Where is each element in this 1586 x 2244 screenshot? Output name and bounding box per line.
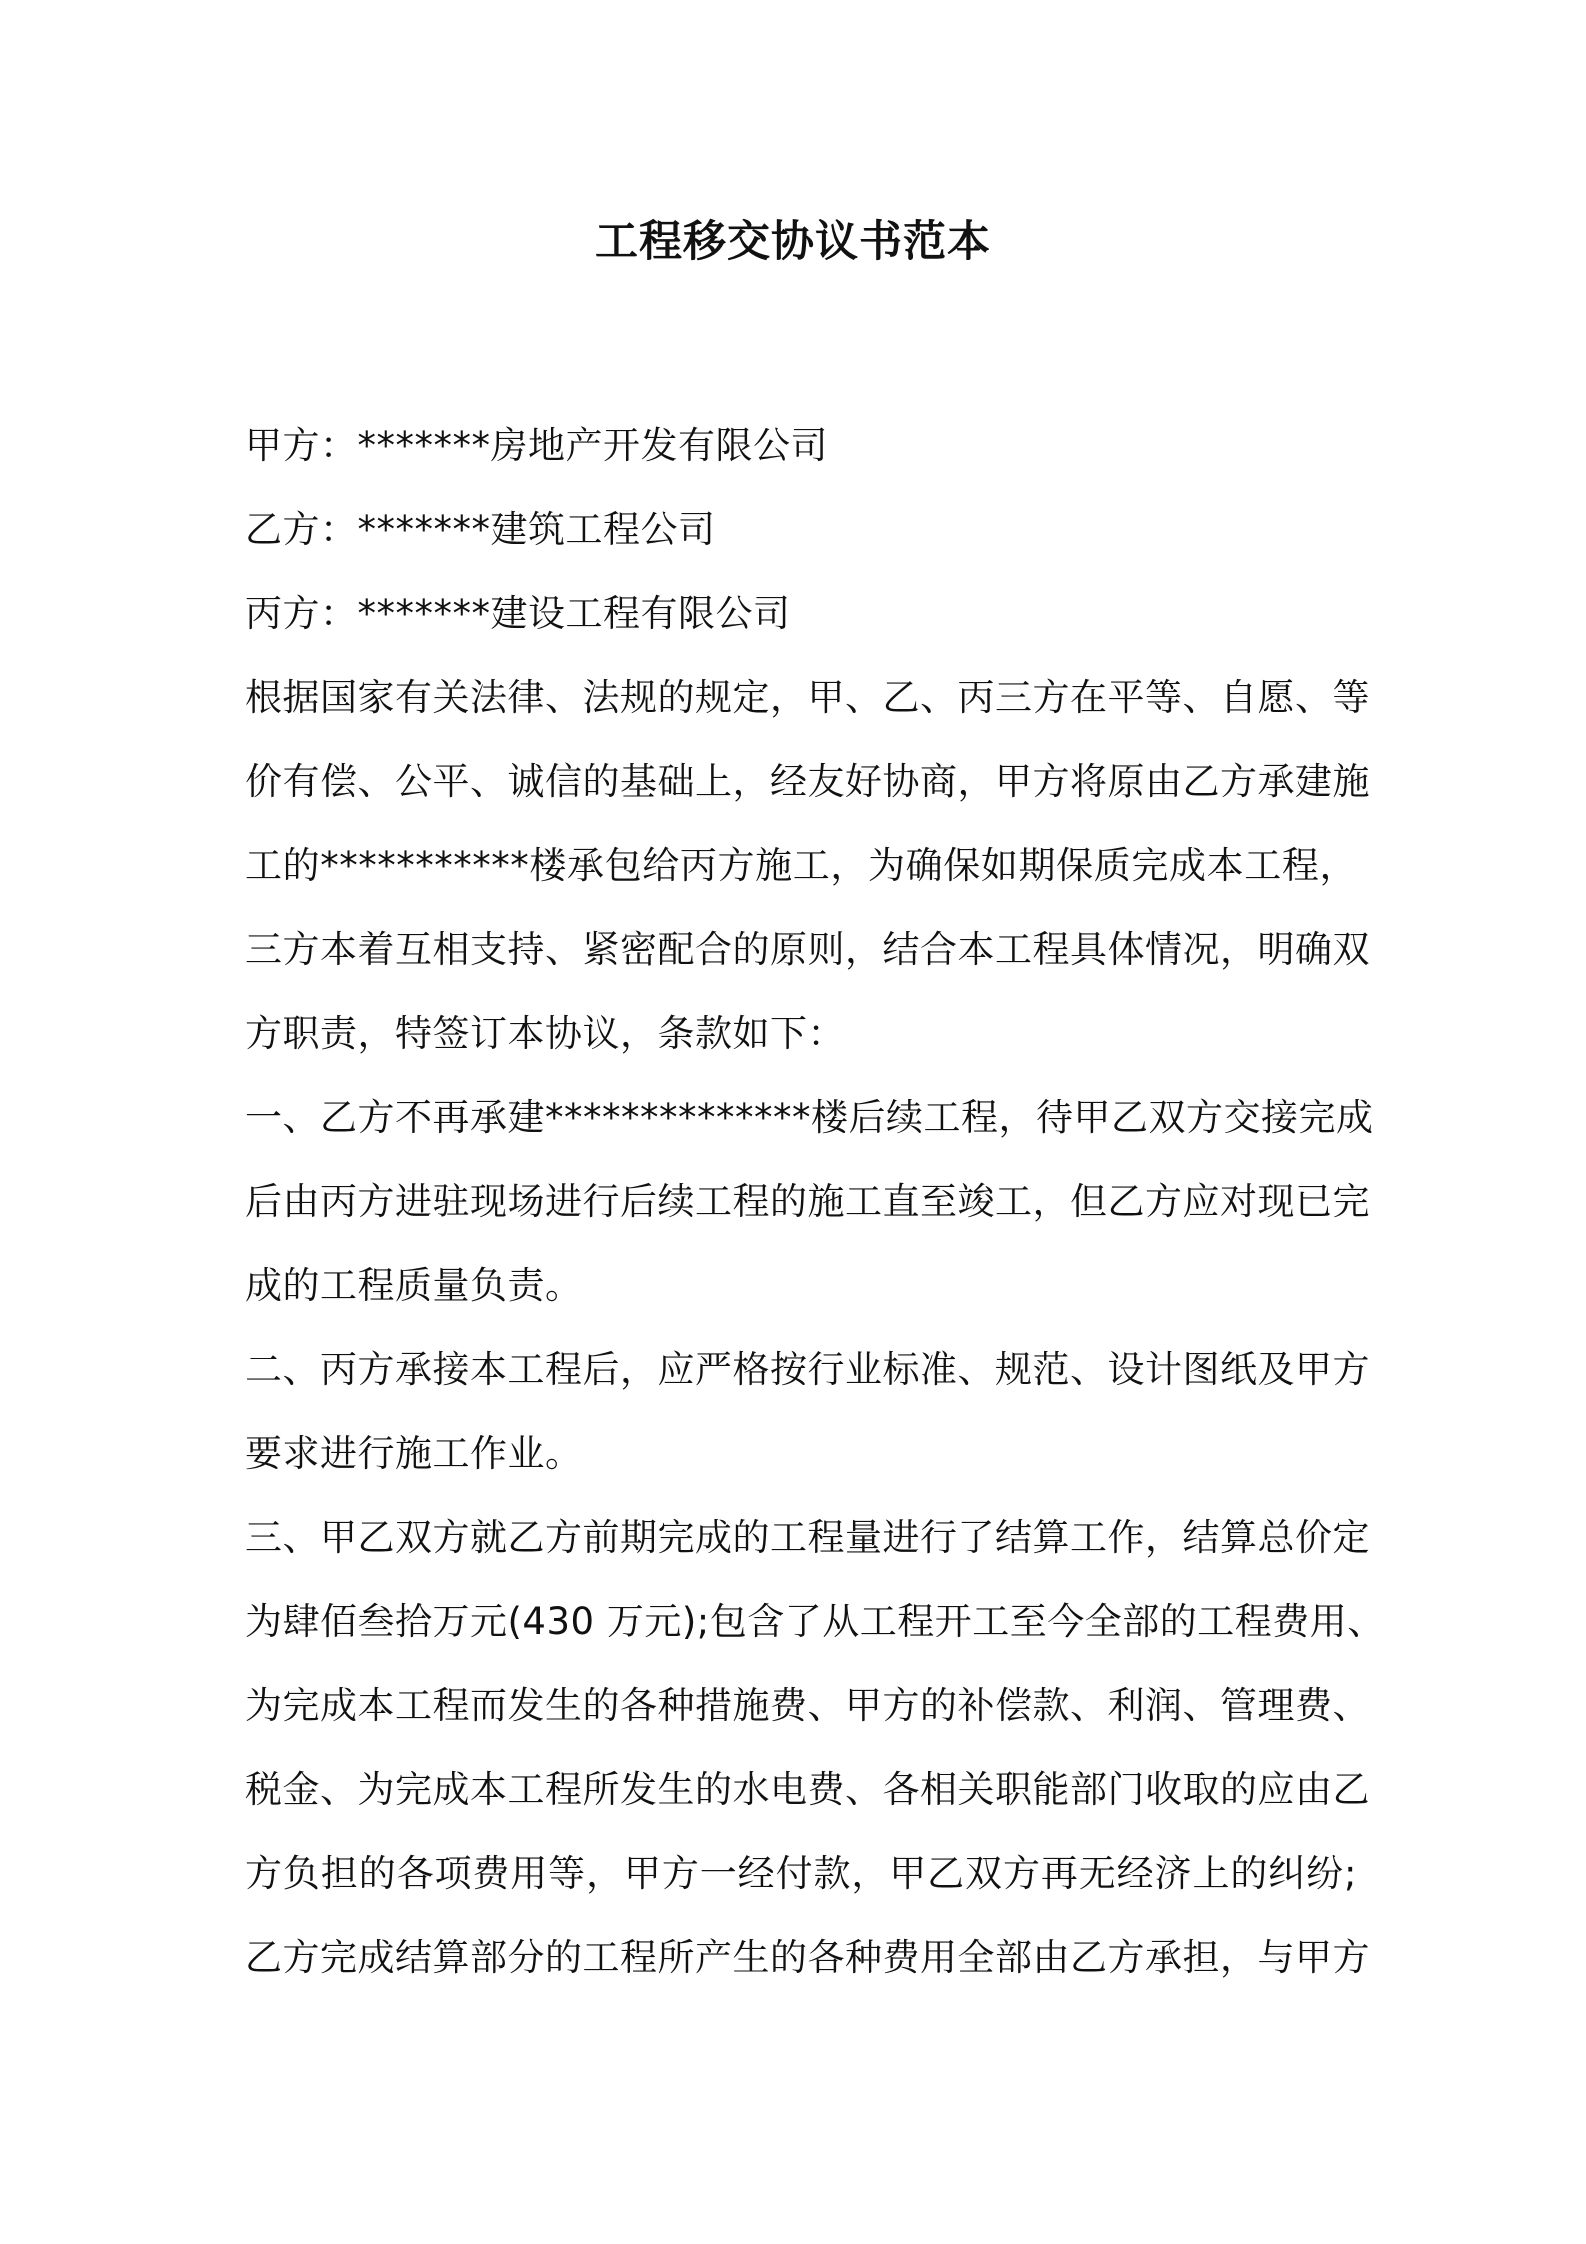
clause-3-line-4: 税金、为完成本工程所发生的水电费、各相关职能部门收取的应由乙 — [245, 1768, 1370, 1811]
preamble-line-1: 根据国家有关法律、法规的规定，甲、乙、丙三方在平等、自愿、等 — [245, 676, 1370, 719]
clause-3-line-1: 三、甲乙双方就乙方前期完成的工程量进行了结算工作，结算总价定 — [245, 1516, 1370, 1559]
clause-3-line-2: 为肆佰叁拾万元(430 万元);包含了从工程开工至今全部的工程费用、 — [245, 1600, 1385, 1643]
clause-1-line-1: 一、乙方不再承建**************楼后续工程，待甲乙双方交接完成 — [245, 1096, 1374, 1139]
clause-1-line-3: 成的工程质量负责。 — [245, 1264, 583, 1307]
clause-1-line-2: 后由丙方进驻现场进行后续工程的施工直至竣工，但乙方应对现已完 — [245, 1180, 1370, 1223]
party-b-line: 乙方：*******建筑工程公司 — [245, 508, 716, 551]
clause-2-line-1: 二、丙方承接本工程后，应严格按行业标准、规范、设计图纸及甲方 — [245, 1348, 1370, 1391]
document-body — [245, 404, 1385, 2000]
document-title: 工程移交协议书范本 — [595, 217, 991, 267]
clause-2-line-2: 要求进行施工作业。 — [245, 1432, 583, 1475]
preamble-line-2: 价有偿、公平、诚信的基础上，经友好协商，甲方将原由乙方承建施 — [245, 760, 1370, 803]
party-c-line: 丙方：*******建设工程有限公司 — [245, 592, 791, 635]
party-a-line: 甲方：*******房地产开发有限公司 — [245, 424, 828, 467]
preamble-line-5: 方职责，特签订本协议，条款如下： — [245, 1012, 845, 1055]
preamble-line-3: 工的***********楼承包给丙方施工，为确保如期保质完成本工程， — [245, 844, 1357, 887]
clause-3-line-5: 方负担的各项费用等，甲方一经付款，甲乙双方再无经济上的纠纷; — [245, 1852, 1357, 1895]
preamble-line-4: 三方本着互相支持、紧密配合的原则，结合本工程具体情况，明确双 — [245, 928, 1370, 971]
clause-3-line-6: 乙方完成结算部分的工程所产生的各种费用全部由乙方承担，与甲方 — [245, 1936, 1370, 1979]
clause-3-line-3: 为完成本工程而发生的各种措施费、甲方的补偿款、利润、管理费、 — [245, 1684, 1370, 1727]
